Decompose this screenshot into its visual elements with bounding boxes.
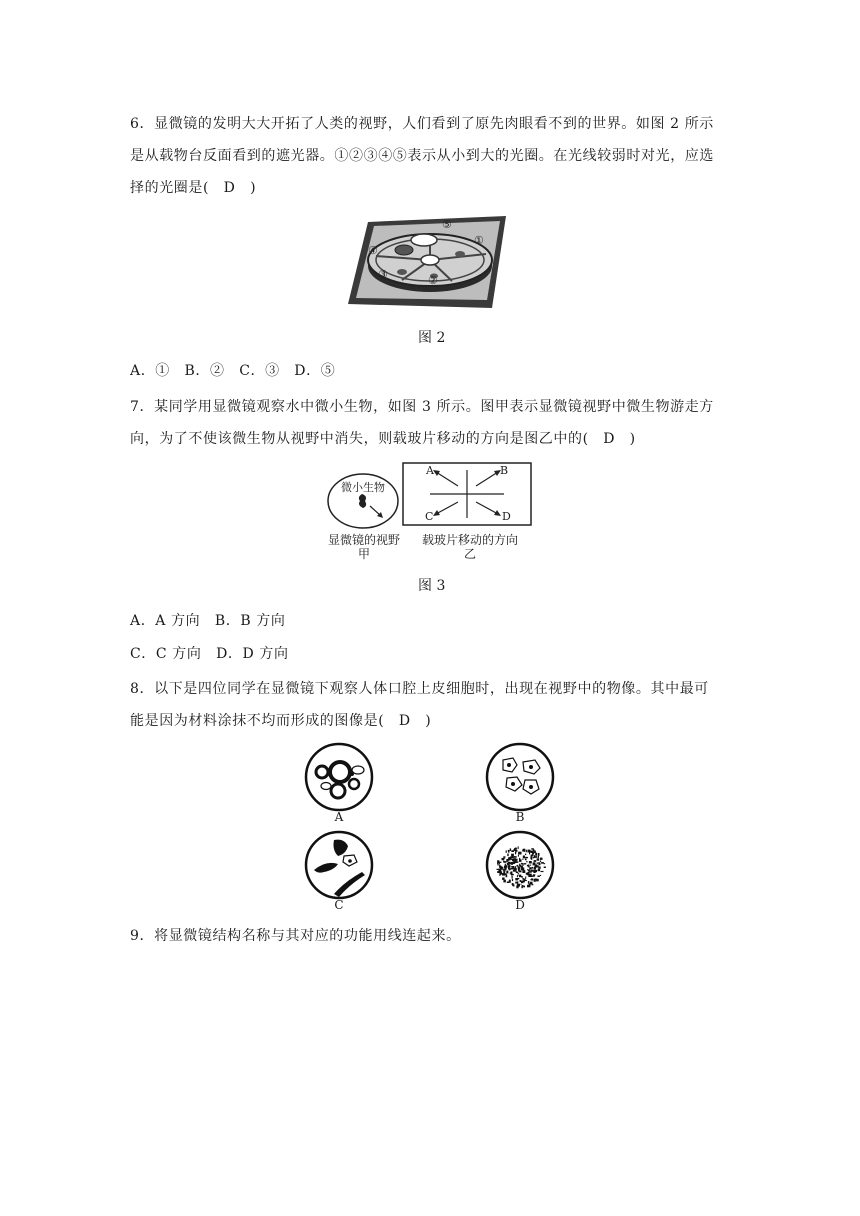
q7-options-1: A．A 方向 B．B 方向 <box>130 613 286 629</box>
q7-options-2: C．C 方向 D．D 方向 <box>130 646 289 662</box>
figure-3-left-caption: 显微镜的视野 <box>328 533 401 547</box>
label-c: C <box>334 898 344 912</box>
figure-3-slide-directions <box>402 462 532 526</box>
label-d: D <box>515 898 525 912</box>
figure-2-caption: 图 2 <box>418 330 446 346</box>
aperture-mark-3: ③ <box>378 268 388 281</box>
q8-text-line1: 8．以下是四位同学在显微镜下观察人体口腔上皮细胞时，出现在视野中的物像。其中最可 <box>130 681 709 697</box>
label-a: A <box>334 810 344 824</box>
q7-text-line2: 向，为了不使该微生物从视野中消失，则载玻片移动的方向是图乙中的( D ) <box>130 431 636 447</box>
q7-text-line1: 7．某同学用显微镜观察水中微小生物，如图 3 所示。图甲表示显微镜视野中微生物游走方 <box>130 399 714 415</box>
figure-3-caption: 图 3 <box>418 578 446 594</box>
aperture-mark-2: ② <box>428 274 438 287</box>
figure-3-left-sub: 甲 <box>357 547 370 561</box>
cell-image-c <box>304 830 374 900</box>
q6-text-line1: 6．显微镜的发明大大开拓了人类的视野，人们看到了原先肉眼看不到的世界。如图 2 所示 <box>130 116 714 132</box>
figure-3-field-of-view <box>326 472 402 530</box>
figure-2-diaphragm <box>346 214 512 310</box>
q6-text-line2: 是从载物台反面看到的遮光器。①②③④⑤表示从小到大的光圈。在光线较弱时对光，应选 <box>130 148 714 164</box>
organism-label: 微小生物 <box>341 481 385 494</box>
q9-text-line1: 9．将显微镜结构名称与其对应的功能用线连起来。 <box>130 928 461 944</box>
aperture-mark-4: ④ <box>368 244 378 257</box>
q6-options: A．① B．② C．③ D．⑤ <box>130 363 336 379</box>
arrow-label-c: C <box>425 510 434 523</box>
aperture-mark-5: ⑤ <box>442 218 452 231</box>
arrow-label-b: B <box>500 464 509 477</box>
aperture-mark-1: ① <box>474 234 484 247</box>
label-b: B <box>515 810 525 824</box>
arrow-label-d: D <box>502 510 511 523</box>
cell-image-b <box>485 742 555 812</box>
cell-image-d <box>485 830 555 900</box>
cell-image-a <box>304 742 374 812</box>
q8-text-line2: 能是因为材料涂抹不均而形成的图像是( D ) <box>130 713 432 729</box>
q6-text-line3: 择的光圈是( D ) <box>130 180 257 196</box>
arrow-label-a: A <box>426 464 434 477</box>
figure-3-right-caption: 载玻片移动的方向 <box>421 533 518 547</box>
figure-3-right-sub: 乙 <box>463 547 476 561</box>
